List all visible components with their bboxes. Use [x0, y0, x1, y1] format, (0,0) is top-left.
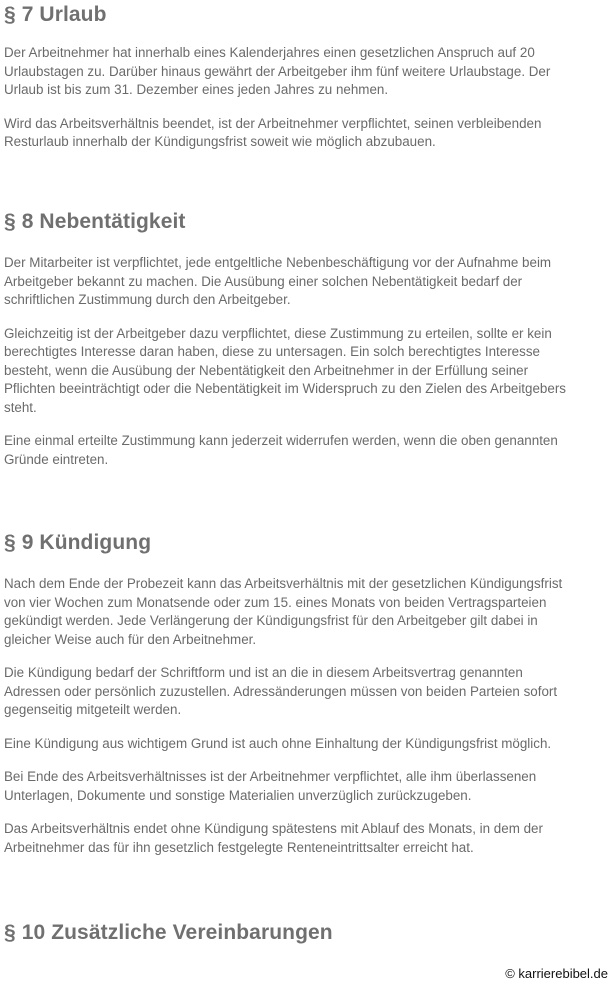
section-zusaetzliche-vereinbarungen	[4, 920, 608, 946]
copyright-notice: © karrierebibel.de	[505, 966, 608, 981]
section-heading: § 7 Urlaub	[4, 3, 107, 26]
paragraph: Der Mitarbeiter ist verpflichtet, jede entgeltliche Nebenbeschäftigung vor der Aufnahme beim Arbeitgeber bekannt zu machen. Die Ausübung einer solchen Nebentätigkeit bedarf der schriftlichen Zustimmung durch den Arbeitgeber.	[4, 255, 552, 307]
paragraph: Bei Ende des Arbeitsverhältnisses ist der Arbeitnehmer verpflichtet, alle ihm überlassenen Unterlagen, Dokumente und sonstige Materialien unverzüglich zurückzugeben.	[4, 769, 537, 803]
paragraph: Die Kündigung bedarf der Schriftform und ist an die in diesem Arbeitsvertrag genannten Adressen oder persönlich zuzustellen. Adressänderungen müssen von beiden Parteien sofort gegenseitig mitgeteilt werden.	[4, 665, 558, 717]
section-kuendigung	[4, 530, 608, 857]
section-heading: § 9 Kündigung	[4, 531, 152, 554]
paragraph: Wird das Arbeitsverhältnis beendet, ist der Arbeitnehmer verpflichtet, seinen verbleibenden Resturlaub innerhalb der Kündigungsfrist soweit wie möglich abzubauen.	[4, 115, 542, 149]
section-heading: § 8 Nebentätigkeit	[4, 210, 186, 233]
section-heading: § 10 Zusätzliche Vereinbarungen	[4, 921, 333, 944]
paragraph: Nach dem Ende der Probezeit kann das Arbeitsverhältnis mit der gesetzlichen Kündigungsfrist von vier Wochen zum Monatsende oder zum 15. eines Monats von beiden Vertragsparteien gekündigt werden. Jede Verlängerung der Kündigungsfrist für den Arbeitgeber gilt dabei in gleicher Weise auch für den Arbeitnehmer.	[4, 576, 563, 647]
paragraph: Gleichzeitig ist der Arbeitgeber dazu verpflichtet, diese Zustimmung zu erteilen, sollte er kein berechtigtes Interesse daran haben, diese zu untersagen. Ein solch berechtigtes Interesse besteht, wenn die Ausübung der Nebentätigkeit den Arbeitnehmer in der Erfüllung seiner Pflichten beeinträchtigt oder die Nebentätigkeit im Widerspruch zu den Zielen des Arbeitgebers steht.	[4, 325, 566, 415]
paragraph: Der Arbeitnehmer hat innerhalb eines Kalenderjahres einen gesetzlichen Anspruch auf 20 Urlaubstagen zu. Darüber hinaus gewährt der Arbeitgeber ihm fünf weitere Urlaubstage. Der Urlaub ist bis zum 31. Dezember eines jeden Jahres zu nehmen.	[4, 45, 551, 97]
paragraph: Das Arbeitsverhältnis endet ohne Kündigung spätestens mit Ablauf des Monats, in dem der Arbeitnehmer das für ihn gesetzlich festgelegte Renteneintrittsalter erreicht hat.	[4, 821, 543, 855]
section-urlaub	[4, 2, 608, 152]
paragraph: Eine einmal erteilte Zustimmung kann jederzeit widerrufen werden, wenn die oben genannten Gründe eintreten.	[4, 433, 558, 467]
paragraph: Eine Kündigung aus wichtigem Grund ist auch ohne Einhaltung der Kündigungsfrist möglich.	[4, 735, 552, 751]
section-nebentaetigkeit	[4, 209, 608, 469]
